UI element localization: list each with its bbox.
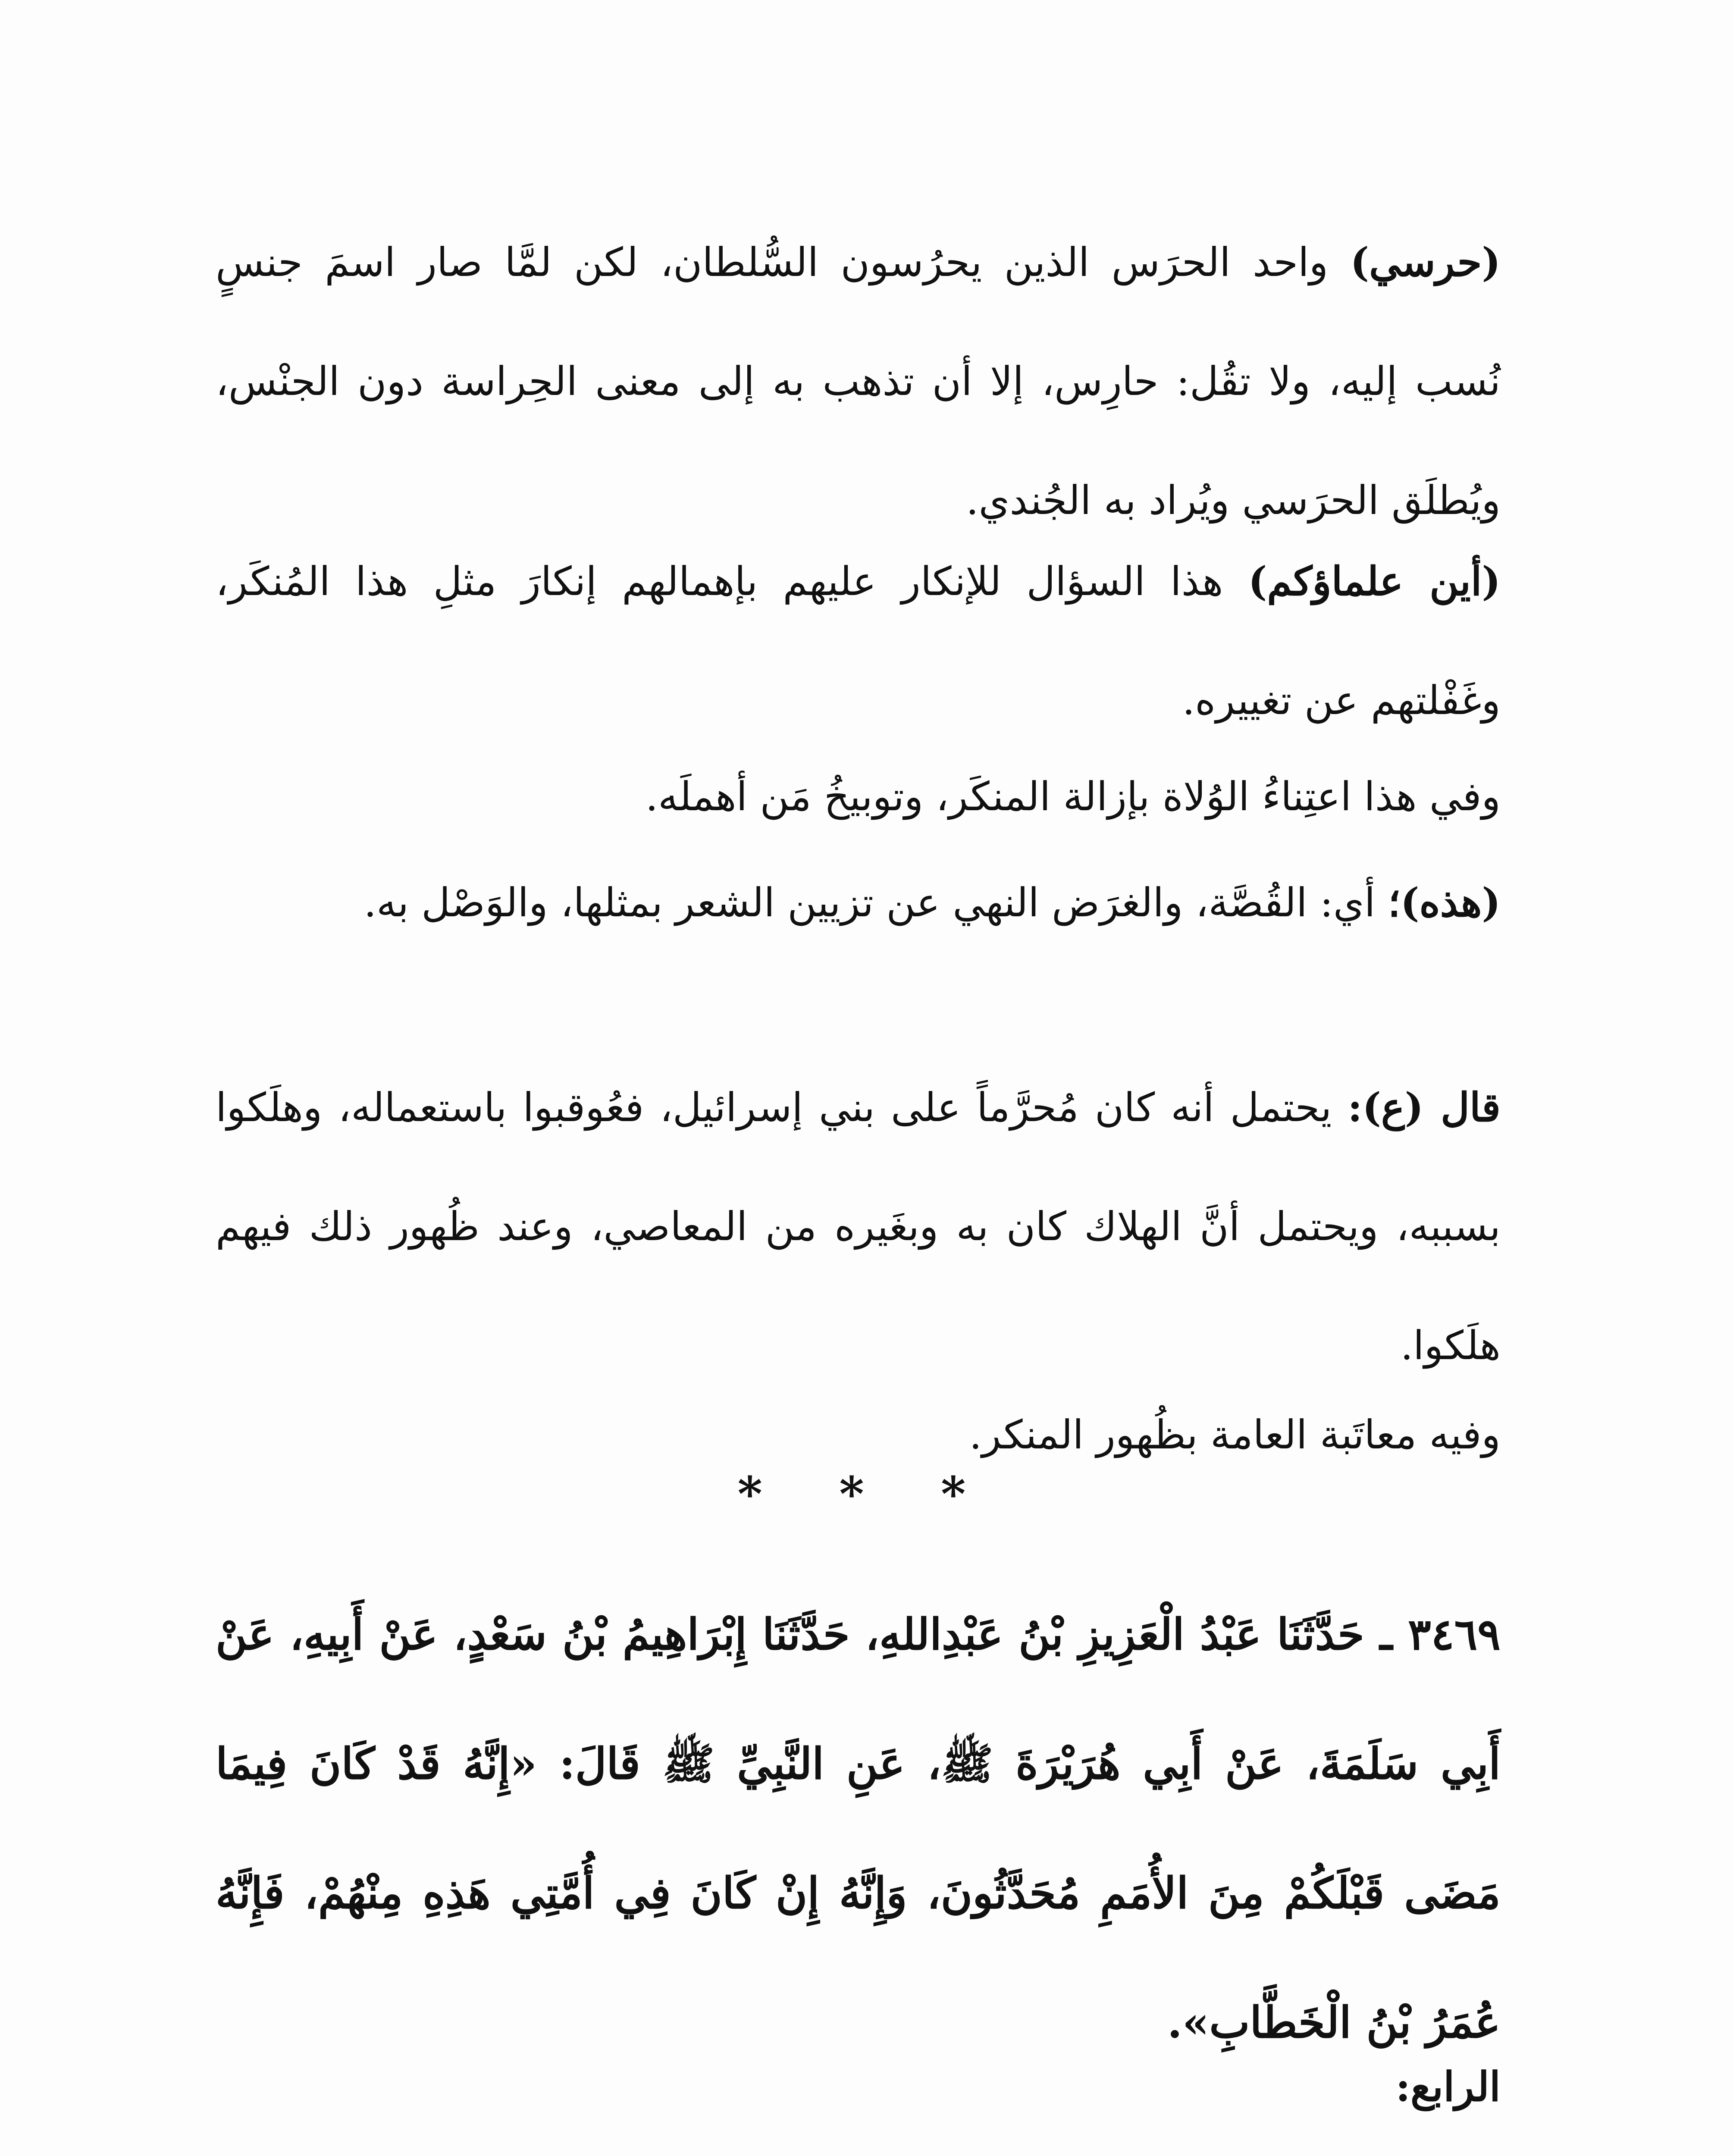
- hadith-paragraph: [216, 1570, 1501, 2087]
- section-separator: * * *: [737, 1466, 996, 1522]
- section-heading: الرابع:: [1395, 2063, 1501, 2111]
- commentary-paragraph-5: [216, 1048, 1501, 1405]
- paragraph-4-lead: (هذه)؛: [1388, 879, 1501, 926]
- hadith-text: ٣٤٦٩ ـ حَدَّثَنَا عَبْدُ الْعَزِيزِ بْنُ عَبْدِاللهِ، حَدَّثَنَا إِبْرَاهِيمُ بْنُ سَعْدٍ، عَنْ أَبِيهِ، عَنْ أَبِي سَلَمَةَ، عَنْ أَبِي هُرَيْرَةَ ﷺ، عَنِ النَّبِيِّ ﷺ قَالَ: «إِنَّهُ قَدْ كَانَ فِيمَا مَضَى قَبْلَكُمْ مِنَ الأُمَمِ مُحَدَّثُونَ، وَإِنَّهُ إِنْ كَانَ فِي أُمَّتِي هَذِهِ مِنْهُمْ، فَإِنَّهُ عُمَرُ بْنُ الْخَطَّابِ».: [216, 1609, 1501, 2048]
- paragraph-1-lead: (حرسي): [1350, 239, 1501, 285]
- paragraph-6-text: وفيه معاتَبة العامة بظُهور المنكر.: [969, 1412, 1501, 1458]
- commentary-paragraph-3: [216, 737, 1501, 856]
- commentary-paragraph-1: [216, 203, 1501, 560]
- paragraph-3-text: وفي هذا اعتِناءُ الوُلاة بإزالة المنكَر، وتوبيخُ مَن أهملَه.: [645, 774, 1501, 820]
- paragraph-2-lead: (أين علماؤكم): [1248, 558, 1501, 605]
- paragraph-5-text: يحتمل أنه كان مُحرَّماً على بني إسرائيل، فعُوقبوا باستعماله، وهلَكوا بسببه، ويحتمل أنَّ الهلاك كان به وبغَيره من المعاصي، وعند ظُهور ذلك فيهم هلَكوا.: [216, 1084, 1501, 1369]
- paragraph-4-text: أي: القُصَّة، والغرَض النهي عن تزيين الشعر بمثلها، والوَصْل به.: [364, 880, 1376, 926]
- commentary-paragraph-2: [216, 522, 1501, 760]
- paragraph-2-text: هذا السؤال للإنكار عليهم بإهمالهم إنكارَ مثلِ هذا المُنكَر، وغَفْلتهم عن تغييره.: [216, 558, 1501, 724]
- paragraph-5-lead: قال (ع):: [1348, 1084, 1501, 1131]
- paragraph-1-text: واحد الحرَس الذين يحرُسون السُّلطان، لكن لمَّا صار اسمَ جنسٍ نُسب إليه، ولا تقُل: حارِس، إلا أن تذهب به إلى معنى الحِراسة دون الجنْس، ويُطلَق الحرَسي ويُراد به الجُندي.: [216, 239, 1501, 523]
- commentary-paragraph-4: [216, 843, 1501, 962]
